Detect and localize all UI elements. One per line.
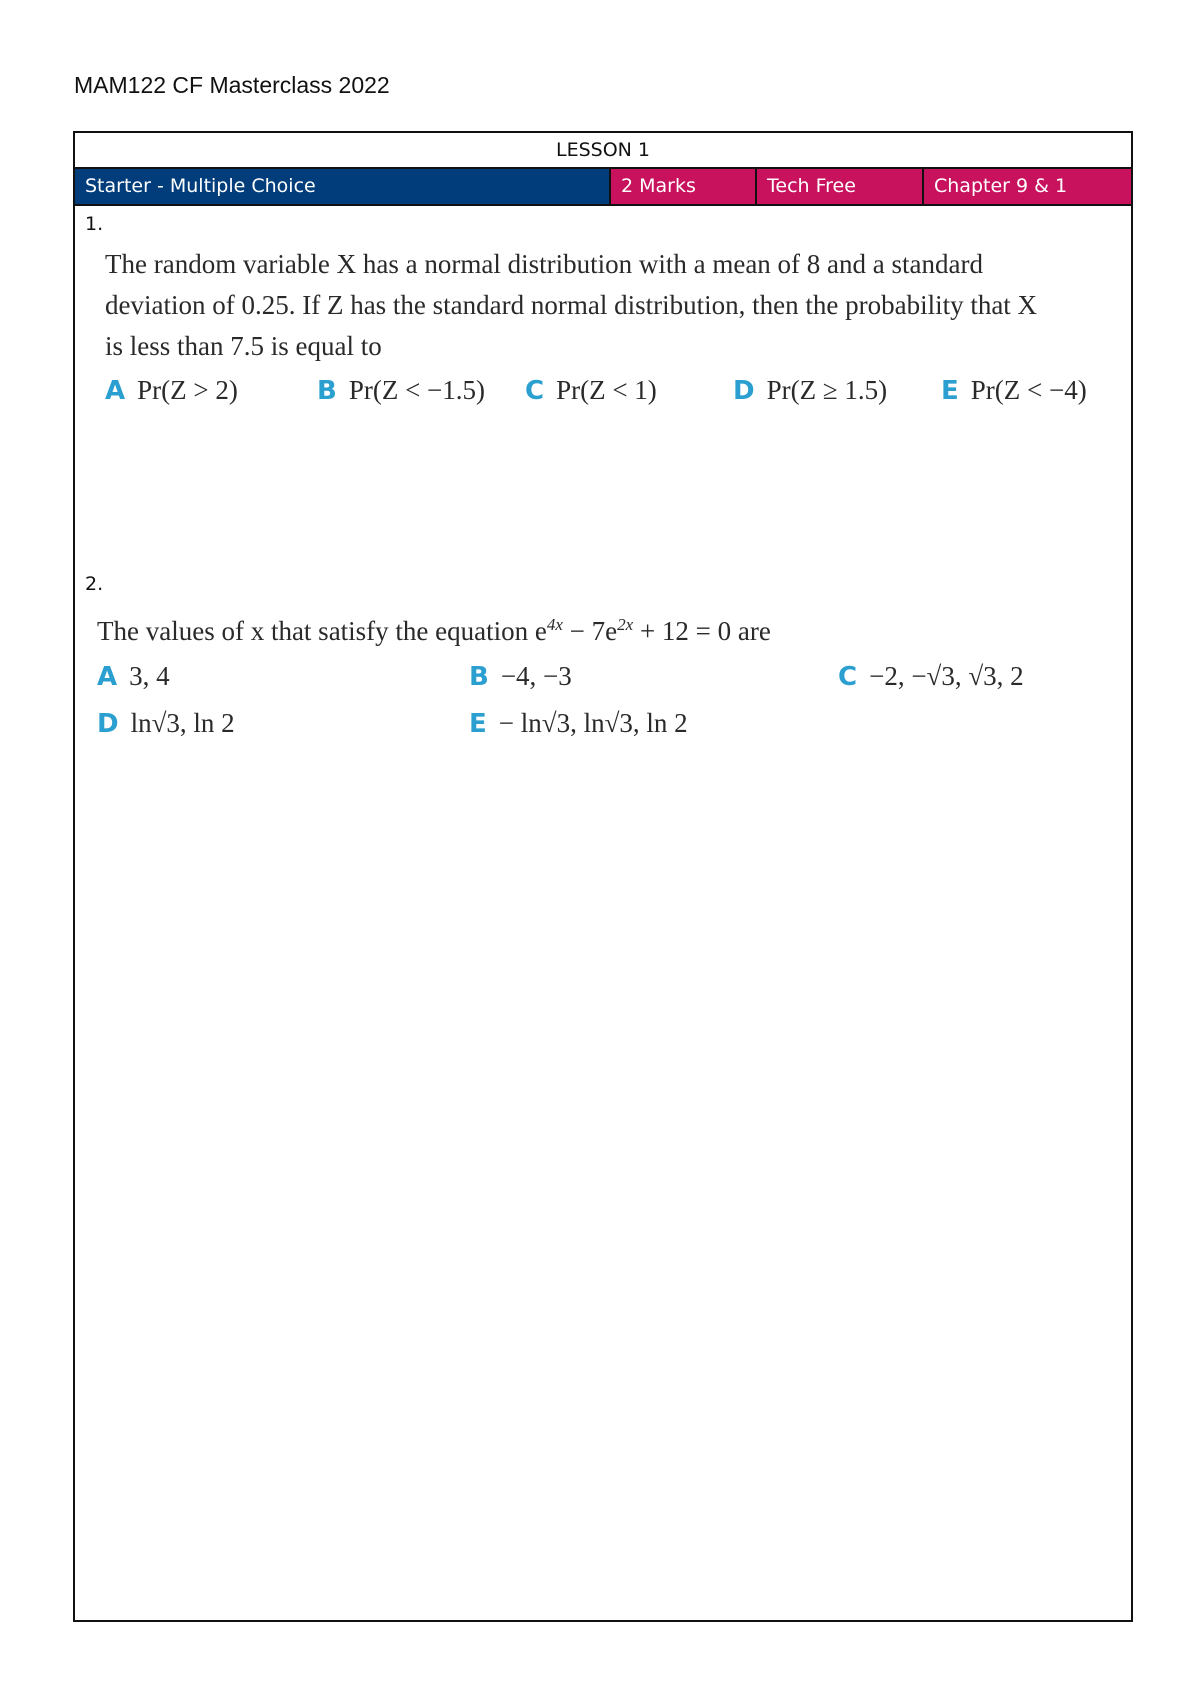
q1-option-c[interactable] <box>525 375 657 406</box>
option-letter: D <box>733 376 755 406</box>
option-letter: C <box>525 376 545 406</box>
stem-suffix: + 12 = 0 are <box>633 616 771 646</box>
option-letter: D <box>97 709 119 739</box>
question-1-line-3: is less than 7.5 is equal to <box>105 331 382 361</box>
option-letter: B <box>469 662 489 692</box>
option-text: Pr(Z < −4) <box>970 375 1087 405</box>
question-1-number: 1. <box>85 213 104 235</box>
option-text: −4, −3 <box>500 661 572 691</box>
option-text: −2, −√3, √3, 2 <box>869 661 1024 691</box>
stem-mid: − 7e <box>562 616 618 646</box>
question-1-stem <box>105 244 1037 367</box>
lesson-title: LESSON 1 <box>75 133 1131 169</box>
exponent-2x: 2x <box>617 615 634 634</box>
option-text: − ln√3, ln√3, ln 2 <box>498 708 688 738</box>
option-letter: A <box>97 662 118 692</box>
question-2-number: 2. <box>85 573 104 595</box>
q2-option-c[interactable] <box>838 661 1024 692</box>
document-header: MAM122 CF Masterclass 2022 <box>74 72 390 98</box>
q1-option-d[interactable] <box>733 375 887 406</box>
tech-label: Tech Free <box>757 169 924 204</box>
option-letter: A <box>105 376 126 406</box>
lesson-frame <box>73 131 1133 1622</box>
info-bar <box>75 169 1131 206</box>
option-text: Pr(Z < −1.5) <box>348 375 486 405</box>
q1-option-b[interactable] <box>317 375 485 406</box>
exponent-4x: 4x <box>546 615 563 634</box>
option-letter: C <box>838 662 858 692</box>
q2-option-a[interactable] <box>97 661 170 692</box>
option-text: Pr(Z ≥ 1.5) <box>766 375 888 405</box>
q2-option-d[interactable] <box>97 708 235 739</box>
q1-option-e[interactable] <box>941 375 1087 406</box>
option-text: ln√3, ln 2 <box>130 708 235 738</box>
question-1-line-1: The random variable X has a normal distribution with a mean of 8 and a standard <box>105 249 983 279</box>
chapter-label: Chapter 9 & 1 <box>924 169 1131 204</box>
option-text: Pr(Z < 1) <box>556 375 657 405</box>
option-letter: B <box>317 376 337 406</box>
option-text: 3, 4 <box>129 661 170 691</box>
marks-label: 2 Marks <box>611 169 757 204</box>
option-letter: E <box>469 709 487 739</box>
question-2-stem <box>97 611 771 652</box>
q2-option-b[interactable] <box>469 661 572 692</box>
q1-option-a[interactable] <box>105 375 238 406</box>
option-text: Pr(Z > 2) <box>137 375 238 405</box>
q2-option-e[interactable] <box>469 708 688 739</box>
stem-prefix: The values of x that satisfy the equation e <box>97 616 547 646</box>
question-1-line-2: deviation of 0.25. If Z has the standard normal distribution, then the probability that X <box>105 290 1038 320</box>
starter-label: Starter - Multiple Choice <box>75 169 611 204</box>
option-letter: E <box>941 376 959 406</box>
